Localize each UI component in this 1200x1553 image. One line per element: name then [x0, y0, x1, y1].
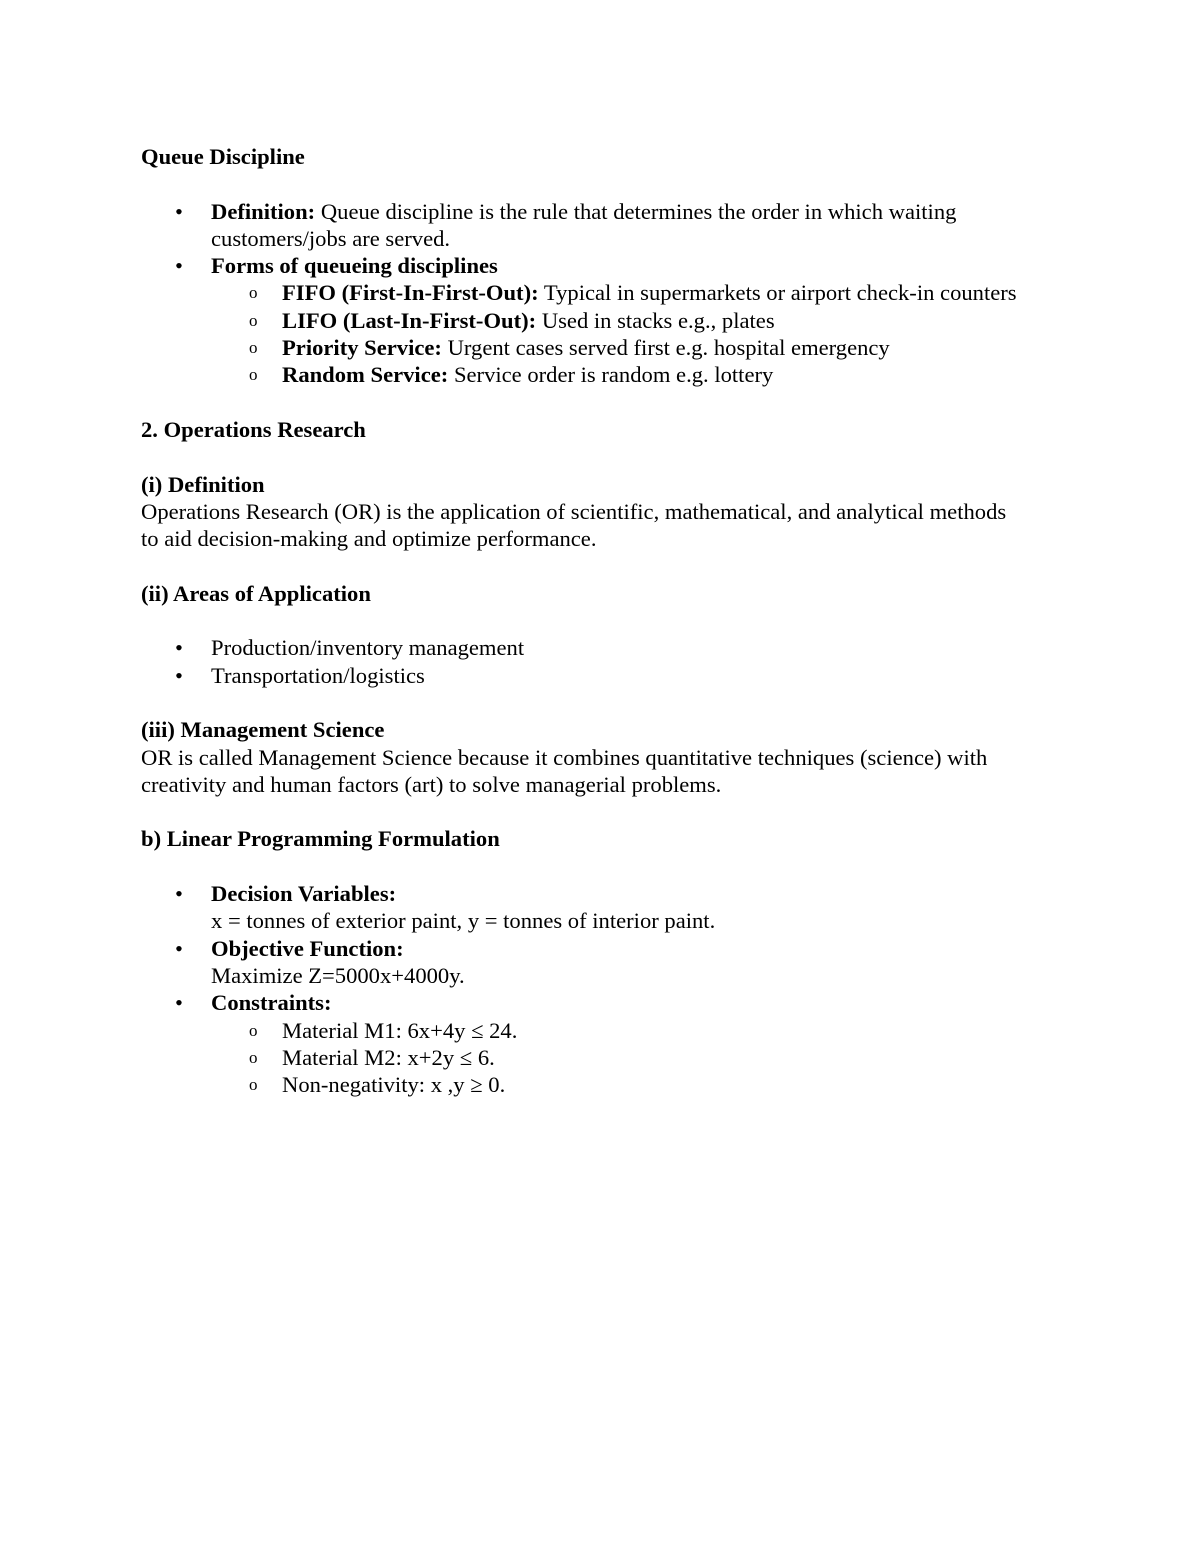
list-item: • Objective Function:: [175, 935, 404, 961]
list-item: • Forms of queueing disciplines: [175, 253, 498, 279]
areas-heading: (ii) Areas of Application: [141, 580, 371, 606]
sub-list-item: o Priority Service: Urgent cases served first e.g. hospital emergency: [249, 335, 890, 361]
sub-list-item: o Random Service: Service order is random e.g. lottery: [249, 362, 774, 388]
list-item: • Decision Variables:: [175, 881, 397, 907]
lp-title: b) Linear Programming Formulation: [141, 826, 500, 852]
paragraph: Operations Research (OR) is the application of scientific, mathematical, and analytical methods: [141, 498, 1007, 524]
sub-list-item: o Non-negativity: x ,y ≥ 0.: [249, 1072, 506, 1098]
list-item: • Constraints:: [175, 990, 332, 1016]
paragraph: creativity and human factors (art) to solve managerial problems.: [141, 771, 722, 797]
management-science-heading: (iii) Management Science: [141, 717, 385, 743]
list-item: • Definition: Queue discipline is the rule that determines the order in which waiting: [175, 198, 957, 224]
paragraph: to aid decision-making and optimize performance.: [141, 526, 597, 552]
queue-title: Queue Discipline: [141, 144, 305, 169]
sub-list-item: o LIFO (Last-In-First-Out): Used in stacks e.g., plates: [249, 307, 775, 333]
list-item: • Transportation/logistics: [175, 662, 425, 688]
document-page: Queue Discipline • Definition: Queue discipline is the rule that determines the order in which waiting customers/jobs are served. • Forms of queueing disciplines o FIFO (First-In-First-Out): Typical in supermarkets or airport check-in counters o LIFO (Last-In-First-Out): Used in stacks e.g., plates o Priority Service: Urgent cases served first e.g. hospital emergency o Random Service: Service order is random e.g. lottery 2. Operations Research (i) Definition Operations Research (OR) is the application of scientific, mathematical, and analytical methods to aid decision-making and optimize performance. (ii) Areas of Application • Production/inventory management • Transportation/logistics (iii) Management Science OR is called Management Science because it combines quantitative techniques (science) with creativity and human factors (art) to solve managerial problems. b) Linear Programming Formulation • Decision Variables: x = tonnes of exterior paint, y = tonnes of interior paint. • Objective Function: Maximize Z=5000x+4000y. • Constraints: o Material M1: 6x+4y ≤ 24. o Material M2: x+2y ≤ 6. o Non-negativity: x ,y ≥ 0.: [141, 143, 1081, 1098]
sub-list-item: o Material M1: 6x+4y ≤ 24.: [249, 1017, 518, 1043]
or-definition-heading: (i) Definition: [141, 471, 265, 497]
sub-list-item: o FIFO (First-In-First-Out): Typical in supermarkets or airport check-in counters: [249, 280, 1017, 306]
sub-list-item: o Material M2: x+2y ≤ 6.: [249, 1044, 495, 1070]
list-item: • Production/inventory management: [175, 635, 525, 661]
or-title: 2. Operations Research: [141, 416, 366, 442]
paragraph: OR is called Management Science because it combines quantitative techniques (science) with: [141, 744, 988, 770]
